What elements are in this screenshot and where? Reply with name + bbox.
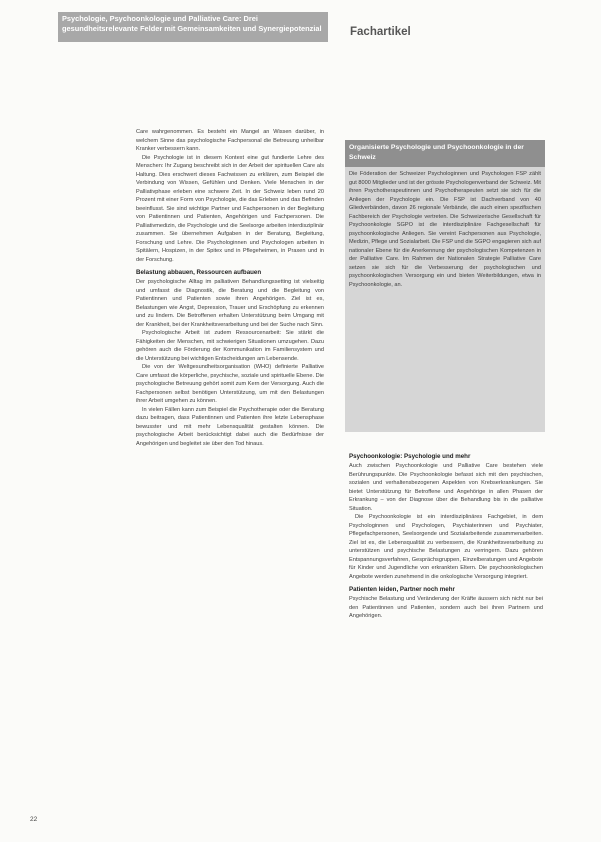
body-paragraph: Auch zwischen Psychoonkologie und Palliative Care bestehen viele Berührungspunkte. Die Psychoonkologie befasst sich mit den psychischen, sozialen und verhaltensbezogenen Aspekten von Krebserkrankungen. Sie bietet Unterstützung für Betroffene und Angehörige in allen Phasen der Erkrankung – von der Diagnose über die Behandlung bis in die palliative Situation.	[349, 463, 543, 512]
right-column	[349, 448, 543, 828]
body-paragraph: Die von der Weltgesundheitsorganisation (WHO) definierte Palliative Care umfasst die körperliche, psychische, soziale und spirituelle Ebene. Die psychologische Betreuung gehört somit zum Kern der Versorgung. Auch die Fachpersonen selbst benötigen Unterstützung, um mit den Belastungen ihrer Arbeit umgehen zu können.	[136, 364, 324, 404]
body-paragraph: Die Psychoonkologie ist ein interdisziplinäres Fachgebiet, in dem Psychologinnen und Psychologen, Psychiaterinnen und Psychiater, Pflegefachpersonen, Seelsorgende und Sozialarbeitende zusammenarbeiten. Ziel ist es, die Lebensqualität zu verbessern, die Krankheitsverarbeitung zu unterstützen und psychische Belastungen zu verringern. Dazu gehören Entspannungsverfahren, Gesprächsgruppen, Einzelberatungen und Angebote für Kinder und Jugendliche von erkrankten Eltern. Die psychoonkologischen Angebote werden zunehmend in die onkologische Versorgung integriert.	[349, 514, 543, 580]
section-heading: Patienten leiden, Partner noch mehr	[349, 586, 455, 593]
left-column	[136, 128, 324, 818]
infobox-title: Organisierte Psychologie und Psychoonkologie in der Schweiz	[349, 144, 524, 161]
infobox-body: Die Föderation der Schweizer Psychologinnen und Psychologen FSP zählt gut 8000 Mitglieder und ist der grösste Psychologenverband der Schweiz. Mit ihren Psychotherapeutinnen und Psychotherapeuten setzt sie sich für die Anliegen der Psychologie ein. Die FSP ist Dachverband von 40 Gliedverbänden, davon 26 regionale Verbände, die auch einen spezifischen Fachbereich der Psychologie vertreten. Die Schweizerische Gesellschaft für Psychoonkologie SGPO ist die interdisziplinäre Fachgesellschaft für psychoonkologische Anliegen. Sie vereint Fachpersonen aus Psychologie, Medizin, Pflege und Sozialarbeit. Die FSP und die SGPO engagieren sich auf nationaler Ebene für die Anerkennung der psychologischen Kompetenzen in der Palliative Care. Im Rahmen der Nationalen Strategie Palliative Care setzen sie sich für die Verbesserung der psychologischen und psychoonkologischen Versorgung ein und bieten Weiterbildungen, etwa in Psychoonkologie, an.	[349, 171, 541, 288]
intro-paragraph: Die Psychologie ist in diesem Kontext eine gut fundierte Lehre des Menschen: Ihr Zugang beschreibt sich in der Arbeit der spirituellen Care als Haltung. Dies erschwert dieses Fachwissen zu erklären, zum Beispiel die Verbindung von Wissen, Gefühlen und Denken. Viele Menschen in der Palliativphase erleben eine schwere Zeit. In der Schweiz leben rund 20 Prozent mit einer Form von Psychologie, die das Erleben und das Befinden beeinflusst. Sie sind wichtige Partner und Fachpersonen in der Begleitung von Patientinnen und Patienten, Angehörigen und Fachpersonen. Die Palliativmedizin, die Psychologie und die Seelsorge arbeiten interdisziplinär zusammen. Sie übernehmen Aufgaben in der Beratung, Begleitung, Forschung und Lehre. Die Psychologinnen und Psychologen arbeiten in Spitälern, Hospizen, in der Spitex und in Pflegeheimen, in Praxen und in der Forschung.	[136, 154, 324, 263]
body-paragraph: Psychologische Arbeit ist zudem Ressourcenarbeit: Sie stärkt die Fähigkeiten der Menschen, mit schwierigen Situationen umzugehen. Dazu gehören auch die Förderung der Kommunikation im Familiensystem und die Unterstützung bei wichtigen Entscheidungen am Lebensende.	[136, 330, 324, 362]
section-label: Fachartikel	[350, 26, 411, 38]
article-title: Psychologie, Psychoonkologie und Palliative Care: Drei gesundheitsrelevante Felder mit Gemeinsamkeiten und Synergiepotenzial	[62, 14, 322, 33]
body-paragraph: Psychische Belastung und Veränderung der Kräfte äussern sich nicht nur bei den Patientinnen und Patienten, sondern auch bei ihren Partnern und Angehörigen.	[349, 596, 543, 619]
intro-paragraph: Care wahrgenommen. Es besteht ein Mangel an Wissen darüber, in welchem Sinne das psychologische Fachpersonal die Betreuung unheilbar Kranker verbessern kann.	[136, 129, 324, 152]
section-heading: Psychoonkologie: Psychologie und mehr	[349, 453, 471, 460]
section-heading: Belastung abbauen, Ressourcen aufbauen	[136, 269, 262, 276]
page-number: 22	[30, 816, 38, 823]
body-paragraph: Der psychologische Alltag im palliativen Behandlungssetting ist vielseitig und umfasst die Diagnostik, die Beratung und die Begleitung von Patientinnen und Patienten sowie ihren Angehörigen. Ziel ist es, Belastungen wie Angst, Depression, Trauer und Erschöpfung zu erkennen und zu lindern. Die Betroffenen erhalten Unterstützung beim Umgang mit der Krankheit, bei der Krankheitsverarbeitung und bei der Suche nach Sinn.	[136, 279, 324, 328]
body-paragraph: In vielen Fällen kann zum Beispiel die Psychotherapie oder die Beratung dazu beitragen, dass Patientinnen und Patienten ihre letzte Lebensphase bewusster und mit mehr Lebensqualität gestalten können. Die psychologische Arbeit berücksichtigt dabei auch die Bedürfnisse der Angehörigen und begleitet sie über den Tod hinaus.	[136, 406, 324, 447]
